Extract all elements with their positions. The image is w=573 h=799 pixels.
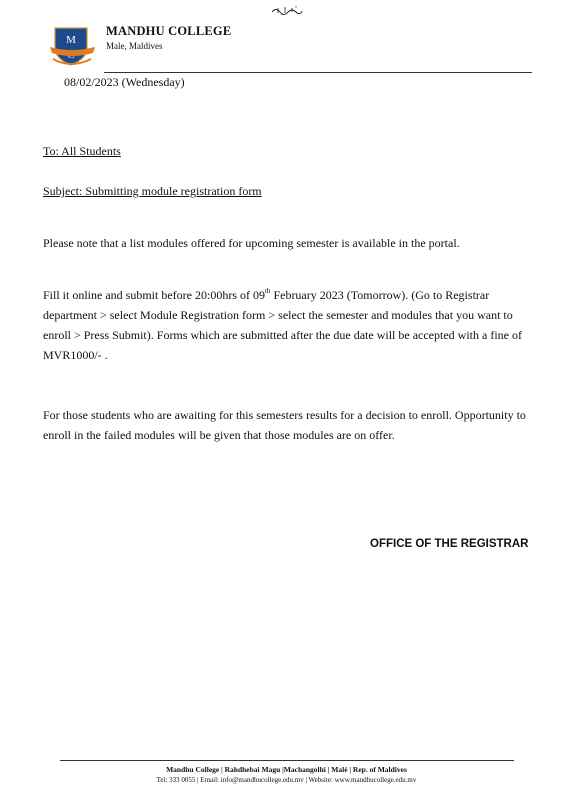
paragraph-portal-notice: Please note that a list modules offered for upcoming semester is available in the portal. bbox=[43, 236, 460, 250]
bismillah-calligraphy-icon bbox=[270, 4, 304, 16]
footer-divider bbox=[60, 760, 514, 761]
paragraph-failed-modules: For those students who are awaiting for this semesters results for a decision to enroll. Opportunity to enroll in the failed modules will be given that those modules are on offer. bbox=[43, 408, 526, 442]
college-location: Male, Maldives bbox=[106, 41, 163, 51]
footer-contact: Tel: 333 0055 | Email: info@mandhucollege.edu.mv | Website: www.mandhucollege.edu.mv bbox=[156, 776, 417, 784]
svg-text:M: M bbox=[66, 34, 76, 46]
subject-line: Subject: Submitting module registration form bbox=[43, 184, 262, 198]
ordinal-suffix: th bbox=[264, 287, 271, 295]
footer-address: Mandhu College | Rahdhebai Magu |Machangolhi | Malé | Rep. of Maldives bbox=[166, 765, 407, 774]
header-divider bbox=[104, 72, 532, 73]
recipient-line: To: All Students bbox=[43, 144, 121, 158]
paragraph-text-start: Fill it online and submit before 20:00hrs of 09 bbox=[43, 288, 265, 302]
letter-date: 08/02/2023 (Wednesday) bbox=[64, 75, 185, 89]
paragraph-submission-instructions bbox=[43, 285, 533, 365]
college-crest-icon bbox=[49, 25, 97, 73]
paragraph-text-rest: February 2023 (Tomorrow). (Go to Registrar department > select Module Registration form > select the semester and modules that you want to enroll > Press Submit). Forms which are submitted after the due date will be accepted with a fine of MVR1000/- . bbox=[43, 288, 522, 362]
college-name: MANDHU COLLEGE bbox=[106, 24, 232, 38]
signature-office: OFFICE OF THE REGISTRAR bbox=[370, 538, 529, 550]
